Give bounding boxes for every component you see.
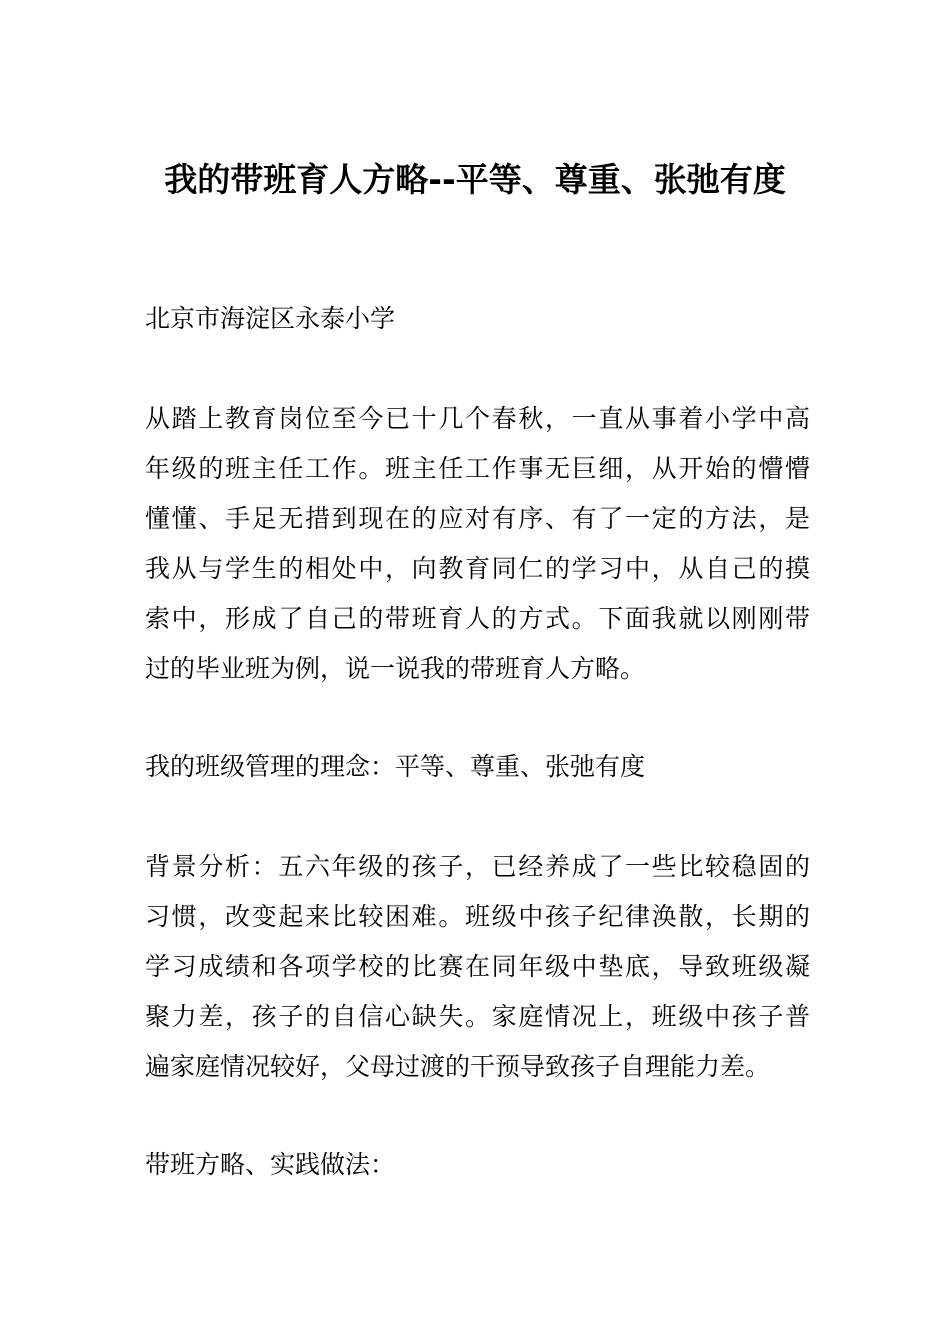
paragraph-line: 我从与学生的相处中，向教育同仁的学习中，从自己的摸 bbox=[145, 554, 810, 583]
paragraph-line: 索中，形成了自己的带班育人的方式。下面我就以刚刚带 bbox=[145, 604, 810, 633]
paragraph-line: 背景分析：五六年级的孩子，已经养成了一些比较稳固的 bbox=[145, 852, 810, 881]
paragraph-line: 聚力差，孩子的自信心缺失。家庭情况上，班级中孩子普 bbox=[145, 1002, 810, 1031]
paragraph-background bbox=[145, 842, 810, 1092]
practice-heading: 带班方略、实践做法： bbox=[145, 1150, 396, 1179]
paragraph-line: 习惯，改变起来比较困难。班级中孩子纪律涣散，长期的 bbox=[145, 902, 810, 931]
paragraph-line: 学习成绩和各项学校的比赛在同年级中垫底，导致班级凝 bbox=[145, 952, 810, 981]
paragraph-line: 过的毕业班为例，说一说我的带班育人方略。 bbox=[145, 654, 646, 683]
paragraph-line: 遍家庭情况较好，父母过渡的干预导致孩子自理能力差。 bbox=[145, 1052, 771, 1081]
paragraph-line: 年级的班主任工作。班主任工作事无巨细，从开始的懵懵 bbox=[145, 454, 810, 483]
paragraph-line: 从踏上教育岗位至今已十几个春秋，一直从事着小学中高 bbox=[145, 404, 810, 433]
document-title: 我的带班育人方略--平等、尊重、张弛有度 bbox=[164, 160, 786, 199]
management-concept: 我的班级管理的理念：平等、尊重、张弛有度 bbox=[145, 752, 646, 781]
paragraph-line: 懂懂、手足无措到现在的应对有序、有了一定的方法，是 bbox=[145, 504, 810, 533]
school-name: 北京市海淀区永泰小学 bbox=[145, 304, 396, 333]
paragraph-intro bbox=[145, 394, 810, 694]
